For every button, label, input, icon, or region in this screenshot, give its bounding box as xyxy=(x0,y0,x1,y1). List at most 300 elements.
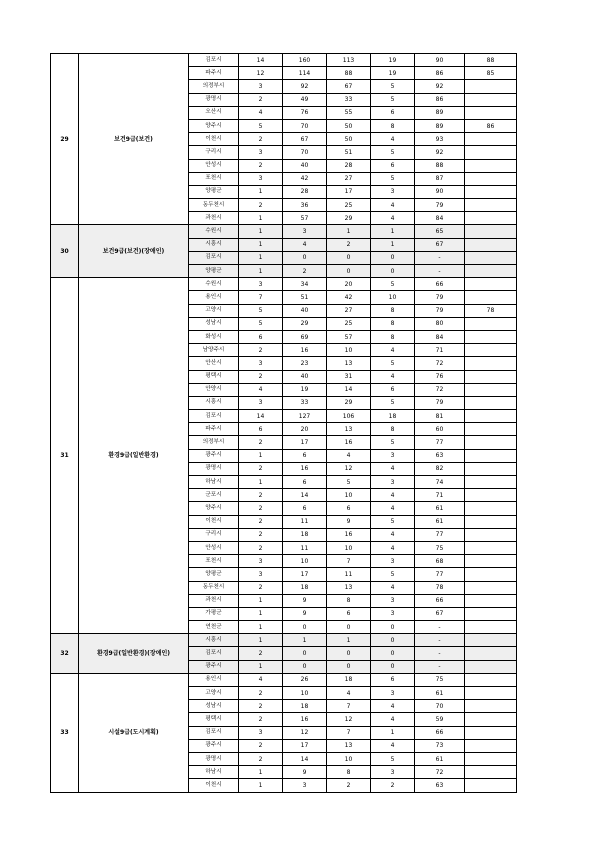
written-passer-cell: 4 xyxy=(371,462,415,475)
applicant-cell: 34 xyxy=(283,278,327,291)
applicant-cell: 40 xyxy=(283,159,327,172)
exam-taker-cell: 113 xyxy=(327,54,371,67)
city-cell: 평택시 xyxy=(189,370,239,383)
passing-score-cell: 78 xyxy=(415,581,465,594)
adjusted-score-cell xyxy=(465,80,517,93)
city-cell: 화성시 xyxy=(189,330,239,343)
exam-taker-cell: 10 xyxy=(327,489,371,502)
adjusted-score-cell xyxy=(465,621,517,634)
written-passer-cell: 0 xyxy=(371,251,415,264)
applicant-cell: 18 xyxy=(283,700,327,713)
city-cell: 하남시 xyxy=(189,766,239,779)
recruit-count-cell: 5 xyxy=(239,119,283,132)
exam-taker-cell: 13 xyxy=(327,357,371,370)
written-passer-cell: 6 xyxy=(371,106,415,119)
city-cell: 광명시 xyxy=(189,752,239,765)
recruit-count-cell: 2 xyxy=(239,344,283,357)
city-cell: 파주시 xyxy=(189,423,239,436)
city-cell: 용인시 xyxy=(189,673,239,686)
recruit-count-cell: 2 xyxy=(239,687,283,700)
city-cell: 이천시 xyxy=(189,779,239,792)
written-passer-cell: 5 xyxy=(371,357,415,370)
written-passer-cell: 8 xyxy=(371,304,415,317)
adjusted-score-cell xyxy=(465,265,517,278)
adjusted-score-cell xyxy=(465,199,517,212)
exam-taker-cell: 0 xyxy=(327,621,371,634)
exam-taker-cell: 8 xyxy=(327,766,371,779)
city-cell: 파주시 xyxy=(189,67,239,80)
written-passer-cell: 8 xyxy=(371,119,415,132)
city-cell: 구리시 xyxy=(189,528,239,541)
recruit-count-cell: 2 xyxy=(239,541,283,554)
recruit-count-cell: 3 xyxy=(239,172,283,185)
written-passer-cell: 4 xyxy=(371,528,415,541)
written-passer-cell: 2 xyxy=(371,779,415,792)
passing-score-cell: 90 xyxy=(415,54,465,67)
table-row xyxy=(51,225,517,238)
applicant-cell: 16 xyxy=(283,462,327,475)
city-cell: 이천시 xyxy=(189,133,239,146)
passing-score-cell: 77 xyxy=(415,436,465,449)
passing-score-cell: 86 xyxy=(415,67,465,80)
city-cell: 가평군 xyxy=(189,607,239,620)
written-passer-cell: 18 xyxy=(371,410,415,423)
city-cell: 평택시 xyxy=(189,713,239,726)
city-cell: 의정부시 xyxy=(189,436,239,449)
applicant-cell: 14 xyxy=(283,489,327,502)
passing-score-cell: 84 xyxy=(415,212,465,225)
recruit-count-cell: 2 xyxy=(239,370,283,383)
written-passer-cell: 4 xyxy=(371,541,415,554)
adjusted-score-cell xyxy=(465,752,517,765)
applicant-cell: 70 xyxy=(283,119,327,132)
city-cell: 시흥시 xyxy=(189,634,239,647)
recruit-count-cell: 7 xyxy=(239,291,283,304)
passing-score-cell: - xyxy=(415,251,465,264)
written-passer-cell: 19 xyxy=(371,67,415,80)
applicant-cell: 11 xyxy=(283,515,327,528)
applicant-cell: 17 xyxy=(283,436,327,449)
adjusted-score-cell xyxy=(465,594,517,607)
passing-score-cell: - xyxy=(415,621,465,634)
city-cell: 고양시 xyxy=(189,687,239,700)
written-passer-cell: 8 xyxy=(371,330,415,343)
passing-score-cell: 61 xyxy=(415,502,465,515)
applicant-cell: 20 xyxy=(283,423,327,436)
passing-score-cell: 74 xyxy=(415,476,465,489)
adjusted-score-cell xyxy=(465,726,517,739)
adjusted-score-cell xyxy=(465,410,517,423)
exam-taker-cell: 1 xyxy=(327,225,371,238)
exam-taker-cell: 13 xyxy=(327,739,371,752)
exam-taker-cell: 6 xyxy=(327,502,371,515)
recruit-count-cell: 5 xyxy=(239,317,283,330)
passing-score-cell: - xyxy=(415,647,465,660)
passing-score-cell: 89 xyxy=(415,119,465,132)
city-cell: 수원시 xyxy=(189,225,239,238)
recruit-count-cell: 1 xyxy=(239,660,283,673)
applicant-cell: 9 xyxy=(283,594,327,607)
written-passer-cell: 5 xyxy=(371,80,415,93)
adjusted-score-cell xyxy=(465,370,517,383)
city-cell: 광주시 xyxy=(189,739,239,752)
recruit-count-cell: 1 xyxy=(239,607,283,620)
recruit-count-cell: 4 xyxy=(239,673,283,686)
written-passer-cell: 19 xyxy=(371,54,415,67)
exam-taker-cell: 13 xyxy=(327,581,371,594)
table-row xyxy=(51,634,517,647)
passing-score-cell: 72 xyxy=(415,383,465,396)
written-passer-cell: 8 xyxy=(371,317,415,330)
adjusted-score-cell xyxy=(465,251,517,264)
passing-score-cell: - xyxy=(415,265,465,278)
recruit-count-cell: 2 xyxy=(239,647,283,660)
city-cell: 의정부시 xyxy=(189,80,239,93)
recruit-count-cell: 2 xyxy=(239,528,283,541)
recruit-count-cell: 1 xyxy=(239,634,283,647)
passing-score-cell: 66 xyxy=(415,278,465,291)
city-cell: 시흥시 xyxy=(189,238,239,251)
passing-score-cell: 72 xyxy=(415,357,465,370)
written-passer-cell: 4 xyxy=(371,212,415,225)
recruit-count-cell: 2 xyxy=(239,752,283,765)
written-passer-cell: 1 xyxy=(371,225,415,238)
passing-score-cell: 89 xyxy=(415,106,465,119)
recruit-count-cell: 14 xyxy=(239,54,283,67)
written-passer-cell: 4 xyxy=(371,370,415,383)
city-cell: 광주시 xyxy=(189,660,239,673)
exam-taker-cell: 9 xyxy=(327,515,371,528)
adjusted-score-cell xyxy=(465,555,517,568)
group-number: 31 xyxy=(51,278,79,634)
recruit-count-cell: 12 xyxy=(239,67,283,80)
adjusted-score-cell xyxy=(465,502,517,515)
adjusted-score-cell xyxy=(465,515,517,528)
applicant-cell: 9 xyxy=(283,607,327,620)
applicant-cell: 76 xyxy=(283,106,327,119)
recruit-count-cell: 3 xyxy=(239,146,283,159)
applicant-cell: 40 xyxy=(283,304,327,317)
applicant-cell: 16 xyxy=(283,713,327,726)
passing-score-cell: 65 xyxy=(415,225,465,238)
exam-taker-cell: 16 xyxy=(327,436,371,449)
adjusted-score-cell xyxy=(465,673,517,686)
recruit-count-cell: 3 xyxy=(239,357,283,370)
passing-score-cell: 79 xyxy=(415,396,465,409)
passing-score-cell: 80 xyxy=(415,317,465,330)
passing-score-cell: 76 xyxy=(415,370,465,383)
exam-taker-cell: 10 xyxy=(327,344,371,357)
exam-taker-cell: 106 xyxy=(327,410,371,423)
passing-score-cell: 75 xyxy=(415,541,465,554)
recruit-count-cell: 1 xyxy=(239,225,283,238)
written-passer-cell: 4 xyxy=(371,344,415,357)
applicant-cell: 6 xyxy=(283,502,327,515)
recruit-count-cell: 3 xyxy=(239,278,283,291)
passing-score-cell: 61 xyxy=(415,515,465,528)
adjusted-score-cell xyxy=(465,462,517,475)
applicant-cell: 18 xyxy=(283,581,327,594)
city-cell: 연천군 xyxy=(189,621,239,634)
recruit-count-cell: 1 xyxy=(239,185,283,198)
passing-score-cell: 75 xyxy=(415,673,465,686)
city-cell: 김포시 xyxy=(189,726,239,739)
city-cell: 하남시 xyxy=(189,476,239,489)
adjusted-score-cell xyxy=(465,291,517,304)
written-passer-cell: 3 xyxy=(371,476,415,489)
applicant-cell: 3 xyxy=(283,779,327,792)
city-cell: 양평군 xyxy=(189,265,239,278)
city-cell: 김포시 xyxy=(189,410,239,423)
recruit-count-cell: 3 xyxy=(239,80,283,93)
recruit-count-cell: 2 xyxy=(239,159,283,172)
exam-taker-cell: 6 xyxy=(327,607,371,620)
applicant-cell: 4 xyxy=(283,238,327,251)
city-cell: 과천시 xyxy=(189,594,239,607)
applicant-cell: 0 xyxy=(283,621,327,634)
applicant-cell: 17 xyxy=(283,568,327,581)
passing-score-cell: 66 xyxy=(415,726,465,739)
applicant-cell: 28 xyxy=(283,185,327,198)
recruit-count-cell: 2 xyxy=(239,515,283,528)
city-cell: 안양시 xyxy=(189,383,239,396)
written-passer-cell: 6 xyxy=(371,673,415,686)
group-number: 33 xyxy=(51,673,79,792)
passing-score-cell: 61 xyxy=(415,687,465,700)
passing-score-cell: 63 xyxy=(415,449,465,462)
passing-score-cell: 86 xyxy=(415,93,465,106)
applicant-cell: 12 xyxy=(283,726,327,739)
adjusted-score-cell xyxy=(465,344,517,357)
exam-taker-cell: 29 xyxy=(327,212,371,225)
exam-taker-cell: 51 xyxy=(327,146,371,159)
adjusted-score-cell xyxy=(465,449,517,462)
passing-score-cell: 90 xyxy=(415,185,465,198)
written-passer-cell: 3 xyxy=(371,449,415,462)
written-passer-cell: 4 xyxy=(371,713,415,726)
recruit-count-cell: 2 xyxy=(239,199,283,212)
applicant-cell: 11 xyxy=(283,541,327,554)
city-cell: 광명시 xyxy=(189,462,239,475)
written-passer-cell: 4 xyxy=(371,502,415,515)
applicant-cell: 0 xyxy=(283,660,327,673)
exam-taker-cell: 10 xyxy=(327,541,371,554)
applicant-cell: 114 xyxy=(283,67,327,80)
applicant-cell: 3 xyxy=(283,225,327,238)
written-passer-cell: 6 xyxy=(371,159,415,172)
adjusted-score-cell xyxy=(465,106,517,119)
passing-score-cell: 63 xyxy=(415,779,465,792)
written-passer-cell: 5 xyxy=(371,396,415,409)
written-passer-cell: 0 xyxy=(371,634,415,647)
city-cell: 동두천시 xyxy=(189,581,239,594)
passing-score-cell: 84 xyxy=(415,330,465,343)
adjusted-score-cell: 86 xyxy=(465,119,517,132)
city-cell: 포천시 xyxy=(189,555,239,568)
exam-taker-cell: 0 xyxy=(327,265,371,278)
applicant-cell: 69 xyxy=(283,330,327,343)
applicant-cell: 160 xyxy=(283,54,327,67)
recruit-count-cell: 2 xyxy=(239,739,283,752)
adjusted-score-cell xyxy=(465,396,517,409)
exam-taker-cell: 57 xyxy=(327,330,371,343)
recruit-count-cell: 2 xyxy=(239,581,283,594)
adjusted-score-cell xyxy=(465,766,517,779)
exam-taker-cell: 11 xyxy=(327,568,371,581)
adjusted-score-cell xyxy=(465,739,517,752)
written-passer-cell: 3 xyxy=(371,607,415,620)
city-cell: 안산시 xyxy=(189,357,239,370)
passing-score-cell: 92 xyxy=(415,80,465,93)
passing-score-cell: - xyxy=(415,634,465,647)
applicant-cell: 14 xyxy=(283,752,327,765)
written-passer-cell: 0 xyxy=(371,647,415,660)
passing-score-cell: - xyxy=(415,660,465,673)
applicant-cell: 6 xyxy=(283,449,327,462)
exam-taker-cell: 27 xyxy=(327,304,371,317)
city-cell: 이천시 xyxy=(189,515,239,528)
score-table-body xyxy=(51,54,517,793)
adjusted-score-cell xyxy=(465,330,517,343)
passing-score-cell: 73 xyxy=(415,739,465,752)
passing-score-cell: 71 xyxy=(415,344,465,357)
recruit-count-cell: 2 xyxy=(239,489,283,502)
adjusted-score-cell: 85 xyxy=(465,67,517,80)
city-cell: 과천시 xyxy=(189,212,239,225)
city-cell: 용인시 xyxy=(189,291,239,304)
written-passer-cell: 4 xyxy=(371,581,415,594)
passing-score-cell: 70 xyxy=(415,700,465,713)
exam-taker-cell: 4 xyxy=(327,449,371,462)
adjusted-score-cell xyxy=(465,607,517,620)
passing-score-cell: 79 xyxy=(415,199,465,212)
passing-score-cell: 92 xyxy=(415,146,465,159)
passing-score-cell: 72 xyxy=(415,766,465,779)
recruit-count-cell: 2 xyxy=(239,502,283,515)
adjusted-score-cell xyxy=(465,568,517,581)
group-number: 29 xyxy=(51,54,79,225)
written-passer-cell: 5 xyxy=(371,752,415,765)
applicant-cell: 36 xyxy=(283,199,327,212)
applicant-cell: 19 xyxy=(283,383,327,396)
written-passer-cell: 5 xyxy=(371,93,415,106)
exam-taker-cell: 0 xyxy=(327,647,371,660)
adjusted-score-cell xyxy=(465,146,517,159)
table-row xyxy=(51,673,517,686)
exam-taker-cell: 8 xyxy=(327,594,371,607)
exam-taker-cell: 7 xyxy=(327,726,371,739)
written-passer-cell: 3 xyxy=(371,766,415,779)
written-passer-cell: 0 xyxy=(371,265,415,278)
written-passer-cell: 4 xyxy=(371,700,415,713)
written-passer-cell: 3 xyxy=(371,594,415,607)
passing-score-cell: 79 xyxy=(415,304,465,317)
applicant-cell: 0 xyxy=(283,251,327,264)
city-cell: 양평군 xyxy=(189,185,239,198)
exam-taker-cell: 18 xyxy=(327,673,371,686)
written-passer-cell: 4 xyxy=(371,739,415,752)
written-passer-cell: 5 xyxy=(371,172,415,185)
passing-score-cell: 59 xyxy=(415,713,465,726)
exam-taker-cell: 2 xyxy=(327,779,371,792)
city-cell: 안성시 xyxy=(189,159,239,172)
recruit-count-cell: 3 xyxy=(239,396,283,409)
recruit-count-cell: 1 xyxy=(239,476,283,489)
group-title: 시설9급(도시계획) xyxy=(79,673,189,792)
adjusted-score-cell xyxy=(465,278,517,291)
written-passer-cell: 3 xyxy=(371,687,415,700)
recruit-count-cell: 1 xyxy=(239,766,283,779)
passing-score-cell: 60 xyxy=(415,423,465,436)
passing-score-cell: 93 xyxy=(415,133,465,146)
passing-score-cell: 77 xyxy=(415,528,465,541)
exam-taker-cell: 28 xyxy=(327,159,371,172)
exam-taker-cell: 4 xyxy=(327,687,371,700)
written-passer-cell: 6 xyxy=(371,383,415,396)
passing-score-cell: 68 xyxy=(415,555,465,568)
group-number: 30 xyxy=(51,225,79,278)
adjusted-score-cell xyxy=(465,700,517,713)
recruit-count-cell: 14 xyxy=(239,410,283,423)
adjusted-score-cell xyxy=(465,779,517,792)
city-cell: 성남시 xyxy=(189,700,239,713)
written-passer-cell: 3 xyxy=(371,555,415,568)
exam-taker-cell: 31 xyxy=(327,370,371,383)
table-row xyxy=(51,278,517,291)
passing-score-cell: 61 xyxy=(415,752,465,765)
written-passer-cell: 4 xyxy=(371,489,415,502)
applicant-cell: 6 xyxy=(283,476,327,489)
recruit-count-cell: 2 xyxy=(239,713,283,726)
exam-taker-cell: 25 xyxy=(327,317,371,330)
recruit-count-cell: 2 xyxy=(239,133,283,146)
written-passer-cell: 5 xyxy=(371,436,415,449)
passing-score-cell: 66 xyxy=(415,594,465,607)
exam-taker-cell: 55 xyxy=(327,106,371,119)
applicant-cell: 2 xyxy=(283,265,327,278)
recruit-count-cell: 1 xyxy=(239,265,283,278)
applicant-cell: 29 xyxy=(283,317,327,330)
written-passer-cell: 5 xyxy=(371,568,415,581)
applicant-cell: 17 xyxy=(283,739,327,752)
recruit-count-cell: 2 xyxy=(239,700,283,713)
exam-taker-cell: 20 xyxy=(327,278,371,291)
recruit-count-cell: 1 xyxy=(239,594,283,607)
passing-score-cell: 67 xyxy=(415,238,465,251)
applicant-cell: 0 xyxy=(283,647,327,660)
city-cell: 시흥시 xyxy=(189,396,239,409)
city-cell: 수원시 xyxy=(189,278,239,291)
recruit-count-cell: 1 xyxy=(239,621,283,634)
recruit-count-cell: 4 xyxy=(239,106,283,119)
applicant-cell: 18 xyxy=(283,528,327,541)
written-passer-cell: 5 xyxy=(371,146,415,159)
adjusted-score-cell xyxy=(465,476,517,489)
exam-taker-cell: 12 xyxy=(327,713,371,726)
exam-taker-cell: 13 xyxy=(327,423,371,436)
city-cell: 광주시 xyxy=(189,449,239,462)
adjusted-score-cell xyxy=(465,436,517,449)
city-cell: 군포시 xyxy=(189,489,239,502)
city-cell: 남양주시 xyxy=(189,344,239,357)
adjusted-score-cell: 88 xyxy=(465,54,517,67)
applicant-cell: 33 xyxy=(283,396,327,409)
adjusted-score-cell xyxy=(465,172,517,185)
adjusted-score-cell xyxy=(465,185,517,198)
adjusted-score-cell xyxy=(465,317,517,330)
applicant-cell: 1 xyxy=(283,634,327,647)
passing-score-cell: 79 xyxy=(415,291,465,304)
